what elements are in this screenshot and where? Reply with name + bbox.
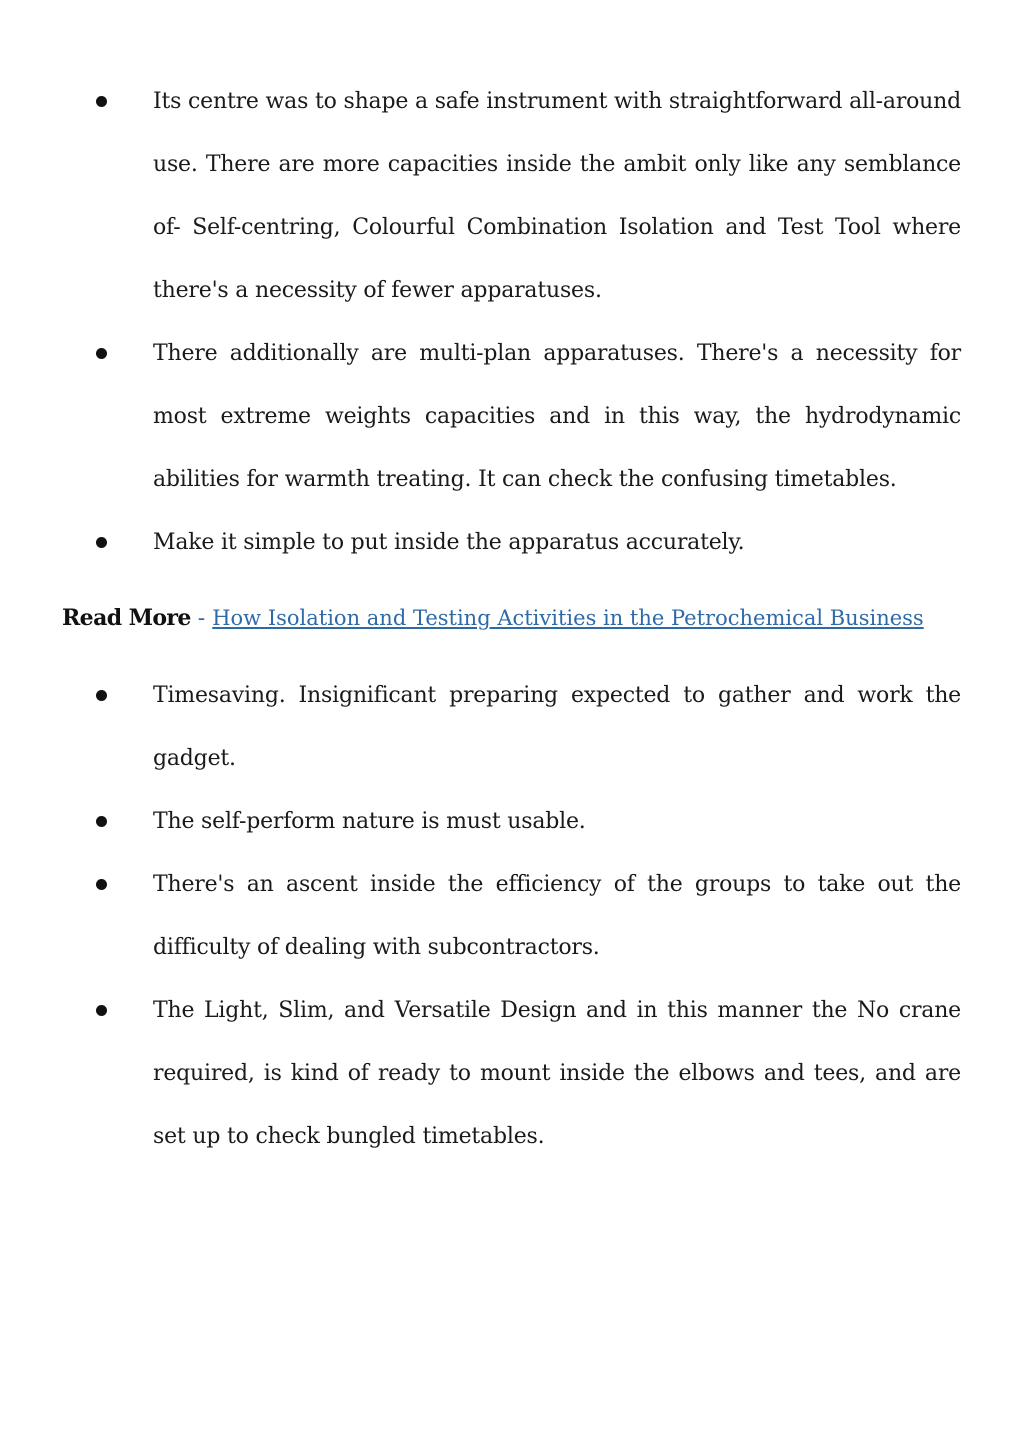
list-item-text: The Light, Slim, and Versatile Design and in this manner the No crane required, is kind of ready to mount inside the elbows and tees, and are set up to check bungled timetables.: [153, 998, 961, 1149]
bullet-list-top: [0, 70, 1023, 574]
bullet-icon: [96, 96, 107, 107]
read-more-label: Read More: [62, 605, 191, 631]
read-more-line: [62, 598, 924, 639]
list-item: [0, 70, 1023, 322]
list-item: [0, 790, 1023, 853]
list-item-text: There's an ascent inside the efficiency of the groups to take out the difficulty of dealing with subcontractors.: [153, 872, 961, 960]
bullet-icon: [96, 1005, 107, 1016]
bullet-icon: [96, 816, 107, 827]
list-item: [0, 979, 1023, 1168]
list-item: [0, 853, 1023, 979]
list-item-text: Make it simple to put inside the apparatus accurately.: [153, 530, 745, 555]
bullet-list-bottom: [0, 664, 1023, 1168]
bullet-icon: [96, 537, 107, 548]
list-item: [0, 322, 1023, 511]
list-item: [0, 511, 1023, 574]
read-more-separator: -: [190, 606, 213, 631]
read-more-link[interactable]: How Isolation and Testing Activities in the Petrochemical Business: [212, 606, 924, 630]
bullet-icon: [96, 348, 107, 359]
list-item-text: Timesaving. Insignificant preparing expected to gather and work the gadget.: [153, 683, 961, 771]
list-item-text: The self-perform nature is must usable.: [153, 809, 586, 834]
list-item-text: There additionally are multi-plan apparatuses. There's a necessity for most extreme weights capacities and in this way, the hydrodynamic abilities for warmth treating. It can check the confusing timetables.: [153, 341, 961, 492]
bullet-icon: [96, 690, 107, 701]
list-item-text: Its centre was to shape a safe instrument with straightforward all-around use. There are more capacities inside the ambit only like any semblance of- Self-centring, Colourful Combination Isolation and Test Tool where there's a necessity of fewer apparatuses.: [153, 89, 961, 303]
bullet-icon: [96, 879, 107, 890]
list-item: [0, 664, 1023, 790]
